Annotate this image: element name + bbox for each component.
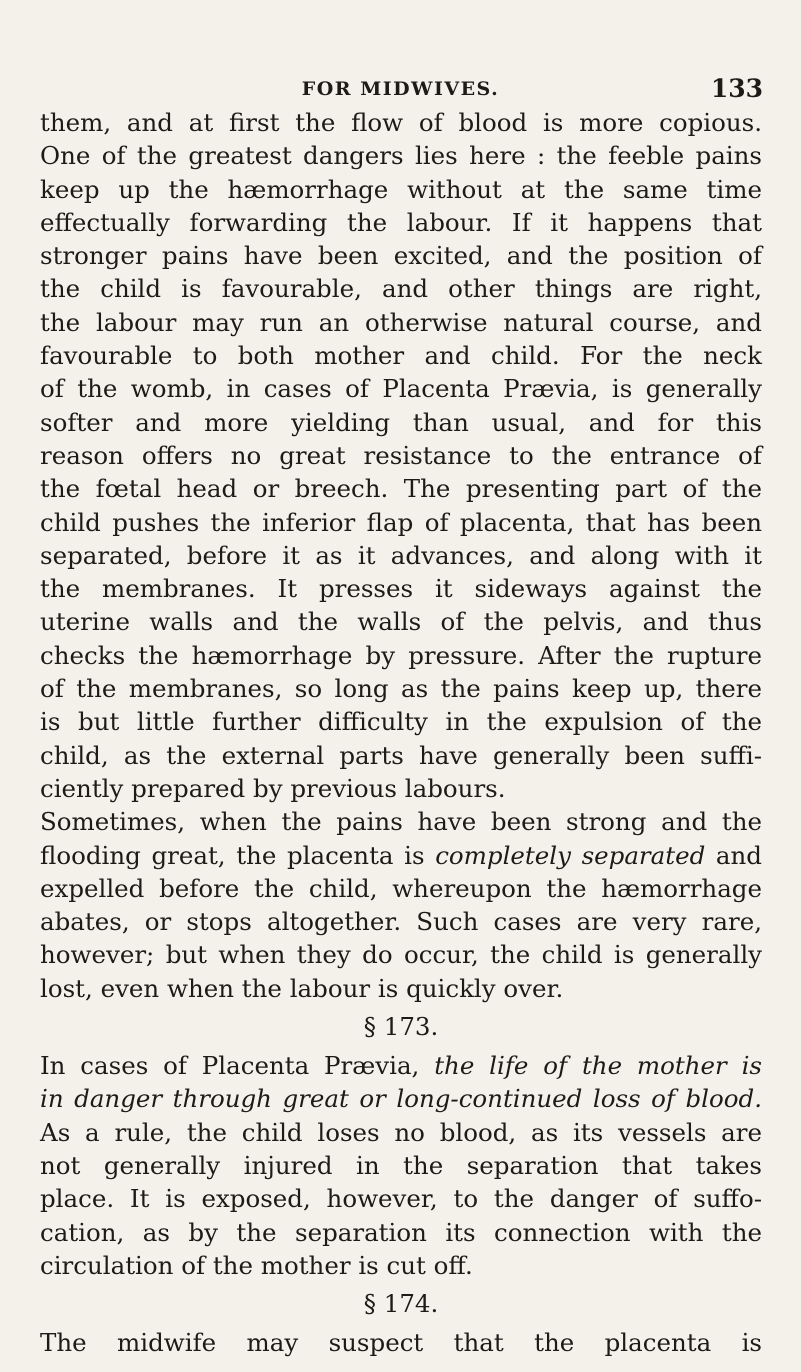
text-line: effectually forwarding the labour. If it happens that xyxy=(40,207,762,237)
italic-emphasis: the life of the mother is xyxy=(434,1051,763,1081)
text-line: The midwife may suspect that the placenta is xyxy=(40,1328,762,1358)
text-line: uterine walls and the walls of the pelvis, and thus xyxy=(40,607,762,637)
text-line: checks the hæmorrhage by pressure. After the rupture xyxy=(40,640,762,670)
body-text xyxy=(40,106,762,1359)
text-line: of the membranes, so long as the pains keep up, there xyxy=(40,674,762,704)
text-run: and xyxy=(705,840,762,870)
text-line: cation, as by the separation its connection with the xyxy=(40,1217,762,1247)
text-line: favourable to both mother and child. For the neck xyxy=(40,341,762,371)
text-line: keep up the hæmorrhage without at the same time xyxy=(40,174,762,204)
text-line: not generally injured in the separation that takes xyxy=(40,1150,762,1180)
running-title: FOR MIDWIVES. xyxy=(301,78,500,100)
text-run: flooding great, the placenta is xyxy=(40,840,436,870)
text-line: Sometimes, when the pains have been strong and the xyxy=(40,807,762,837)
italic-emphasis: completely separated xyxy=(435,840,706,870)
paragraph xyxy=(40,805,762,1005)
section-heading-174: § 174. xyxy=(363,1289,439,1319)
paragraph xyxy=(40,1326,762,1359)
text-line: expelled before the child, whereupon the hæmorrhage xyxy=(40,873,762,903)
text-line: the fœtal head or breech. The presenting part of the xyxy=(40,474,762,504)
text-line: is but little further difficulty in the expulsion of the xyxy=(40,707,762,737)
running-head xyxy=(38,72,763,106)
text-line: lost, even when the labour is quickly over. xyxy=(40,973,564,1003)
text-line xyxy=(40,1049,762,1082)
text-line: child pushes the inferior flap of placenta, that has been xyxy=(40,507,762,537)
text-run: In cases of Placenta Prævia, xyxy=(40,1051,435,1081)
text-line: them, and at first the flow of blood is more copious. xyxy=(40,108,762,137)
text-line: the child is favourable, and other things are right, xyxy=(40,274,762,304)
text-line: the membranes. It presses it sideways against the xyxy=(40,574,762,604)
paragraph xyxy=(40,1049,762,1282)
text-line: One of the greatest dangers lies here : the feeble pains xyxy=(40,141,762,171)
text-line: ciently prepared by previous labours. xyxy=(40,773,506,803)
text-line: separated, before it as it advances, and along with it xyxy=(40,540,762,570)
text-line: circulation of the mother is cut off. xyxy=(40,1250,473,1280)
page-number: 133 xyxy=(710,74,763,103)
paragraph-continuation xyxy=(40,106,762,805)
text-line: the labour may run an otherwise natural course, and xyxy=(40,307,762,337)
text-line: place. It is exposed, however, to the danger of suffo- xyxy=(40,1184,762,1214)
text-line: reason offers no great resistance to the entrance of xyxy=(40,440,762,470)
text-line xyxy=(40,839,762,872)
text-line: child, as the external parts have generally been suffi- xyxy=(40,740,762,770)
text-line-italic: in danger through great or long-continued loss of blood. xyxy=(40,1084,762,1114)
section-heading-173: § 173. xyxy=(363,1012,439,1042)
text-line: however; but when they do occur, the child is generally xyxy=(40,940,762,970)
text-line: As a rule, the child loses no blood, as its vessels are xyxy=(40,1117,762,1147)
text-line: stronger pains have been excited, and the position of xyxy=(40,241,762,271)
text-line: of the womb, in cases of Placenta Prævia, is generally xyxy=(40,374,762,404)
text-line: softer and more yielding than usual, and for this xyxy=(40,407,762,437)
text-line: abates, or stops altogether. Such cases are very rare, xyxy=(40,907,762,937)
